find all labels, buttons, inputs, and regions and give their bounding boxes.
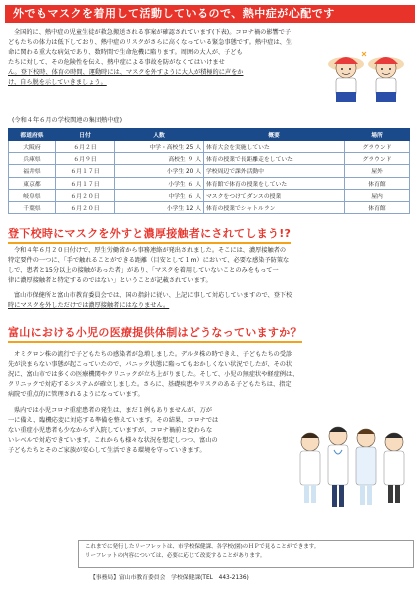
table-cell: 福井県 (9, 165, 56, 177)
text-line: ん。登下校時、体育の時間、運動時には、マスクを外すように大人が積極的に声をか (8, 69, 244, 76)
table-caption: (令和４年６月の学校関連の集団熱中症) (12, 117, 123, 124)
table-header: 都道府県 (9, 129, 56, 141)
notice-line: これまでに発行したリーフレットは、市学校保健課、各学校(園)のＨＰで見ることができます。 (85, 544, 320, 550)
section1-title-bar: 外でもマスクを着用して活動しているので、熱中症が心配です (5, 5, 415, 23)
text-line: 時にマスクを外しただけでは濃厚接触者にはなりません。 (8, 302, 170, 309)
text-line: 子どもたちとそのご家族が安心して生活できる環境を守っていきます。 (8, 447, 206, 454)
notice-box (78, 540, 414, 568)
kids-illustration (322, 42, 414, 116)
table-cell: マスクをつけてダンスの授業 (204, 189, 345, 201)
text-line: 況に、富山市では多くの医療機関やクリニックが立ち上がりました。そして、小児の無症状や軽症例は、 (8, 371, 299, 378)
table-cell: ６月２日 (56, 141, 115, 153)
table-header: 場所 (345, 129, 410, 141)
table-cell: 学校周辺で課外活動中 (204, 165, 345, 177)
table-row (9, 177, 410, 189)
table-cell: 体育の授業で長距離走をしていた (204, 153, 345, 165)
table-cell: 兵庫県 (9, 153, 56, 165)
table-header-row (9, 129, 410, 141)
table-cell: 大阪府 (9, 141, 56, 153)
table-row (9, 153, 410, 165)
table-cell: グラウンド (345, 141, 410, 153)
table-cell: 体育館で体育の授業をしていた (204, 177, 345, 189)
text-line: いレベルで対応できています。これからも様々な状況を想定しつつ、富山の (8, 437, 218, 444)
notice-line: リーフレットの内容については、必要に応じて改変することがあります。 (85, 552, 266, 559)
heatstroke-table (8, 128, 410, 214)
table-cell: 体育館 (345, 177, 410, 189)
table-row (9, 189, 410, 201)
table-cell: 体育館 (345, 201, 410, 213)
table-cell: 中学・高校生 25 人 (115, 141, 204, 153)
text-line: 命に関わる重大な病気であり、数時間で生命危機に陥ります。周囲の大人が、子ども (8, 49, 243, 56)
table-cell: 体育大会を実施していた (204, 141, 345, 153)
footer-contact: 【事務局】富山市教育委員会 学校保健課(TEL 443-2136) (90, 575, 249, 581)
text-line: 県内では小児コロナ重症患者の発生は、まだ１例もありませんが、万が (14, 407, 212, 414)
table-cell: 小学生 20 人 (115, 165, 204, 177)
table-header: 概要 (204, 129, 345, 141)
section3-title: 富山における小児の医療提供体制はどうなっていますか？ (8, 324, 302, 343)
text-line: 病院で重点的に管理されるようになっています。 (8, 391, 144, 398)
table-row (9, 141, 410, 153)
table-header: 日付 (56, 129, 115, 141)
text-line: どもたちの体力は低下しており、熱中症のリスクがさらに高くなっている緊急事態です。熱中症は、生 (8, 39, 293, 46)
table-cell: ６月１７日 (56, 177, 115, 189)
text-line: ない重症小児患者も少なからず入院していますが、コロナ禍前と変わらな (8, 427, 213, 434)
medical-staff-illustration (292, 410, 414, 532)
table-cell: 小学生 ６ 人 (115, 177, 204, 189)
table-cell: ６月２０日 (56, 189, 115, 201)
table-cell: 屋外 (345, 165, 410, 177)
text-line: 律に濃厚接触者と特定するのではない」ということが記載されています。 (8, 277, 212, 284)
table-cell: 中学生 ６ 人 (115, 189, 204, 201)
table-cell: 小学生 12 人 (115, 201, 204, 213)
table-cell: 屋内 (345, 189, 410, 201)
text-line: クリニックで対応するシステムが確立しました。さらに、基礎疾患やリスクのある子どもたちは、指定 (8, 381, 292, 388)
text-line: 富山市保健所と富山市教育委員会では、国の指針に従い、上記に事して対応していますので、登下校 (14, 292, 293, 299)
table-row (9, 201, 410, 213)
table-cell: 千葉県 (9, 201, 56, 213)
table-cell: 体育の授業でシャトルラン (204, 201, 345, 213)
table-row (9, 165, 410, 177)
table-cell: ６月１７日 (56, 165, 115, 177)
table-cell: ６月２０日 (56, 201, 115, 213)
table-cell: 高校生 ９ 人 (115, 153, 204, 165)
table-cell: グラウンド (345, 153, 410, 165)
text-line: 先が決まらない事態が起こっていたので、パニック状態に陥ってもおかしくない状況でしたが、その状 (8, 361, 293, 368)
text-line: たちに対して、その危険性を伝え、熱中症による事故を防がなくてはいけませ (8, 59, 225, 66)
table-cell: ６月９日 (56, 153, 115, 165)
text-line: しで、患者と15分以上の接触があった者」があり、「マスクを着用していないことのみをもって一 (8, 267, 279, 274)
text-line: 令和４年６月２０日付けで、厚生労働省から事務連絡が発出されました。そこには、濃厚接触者の (14, 247, 287, 254)
table-cell: 東京都 (9, 177, 56, 189)
table-header: 人数 (115, 129, 204, 141)
text-line: け、自ら脱を示していきましょう。 (8, 79, 107, 86)
text-line: オミクロン株の流行で子どもたちの感染者が急増しました。デルタ株の時できえ、子どもたちの受診 (14, 351, 293, 358)
table-cell: 岐阜県 (9, 189, 56, 201)
section2-title: 登下校時にマスクを外すと濃厚接触者にされてしまう!? (8, 225, 291, 244)
text-line: 全国的に、熱中症の児童生徒が救急搬送される事案が確認されています(下表)。コロナ禍の影響で子 (14, 29, 292, 36)
text-line: 一に備え、臨機応変に対応する準備を整えています。その結果、コロナでは (8, 417, 219, 424)
text-line: 特定要件の一つに、「手で触れることができる距離（目安として１m）において、必要な感染予防策な (8, 257, 290, 264)
